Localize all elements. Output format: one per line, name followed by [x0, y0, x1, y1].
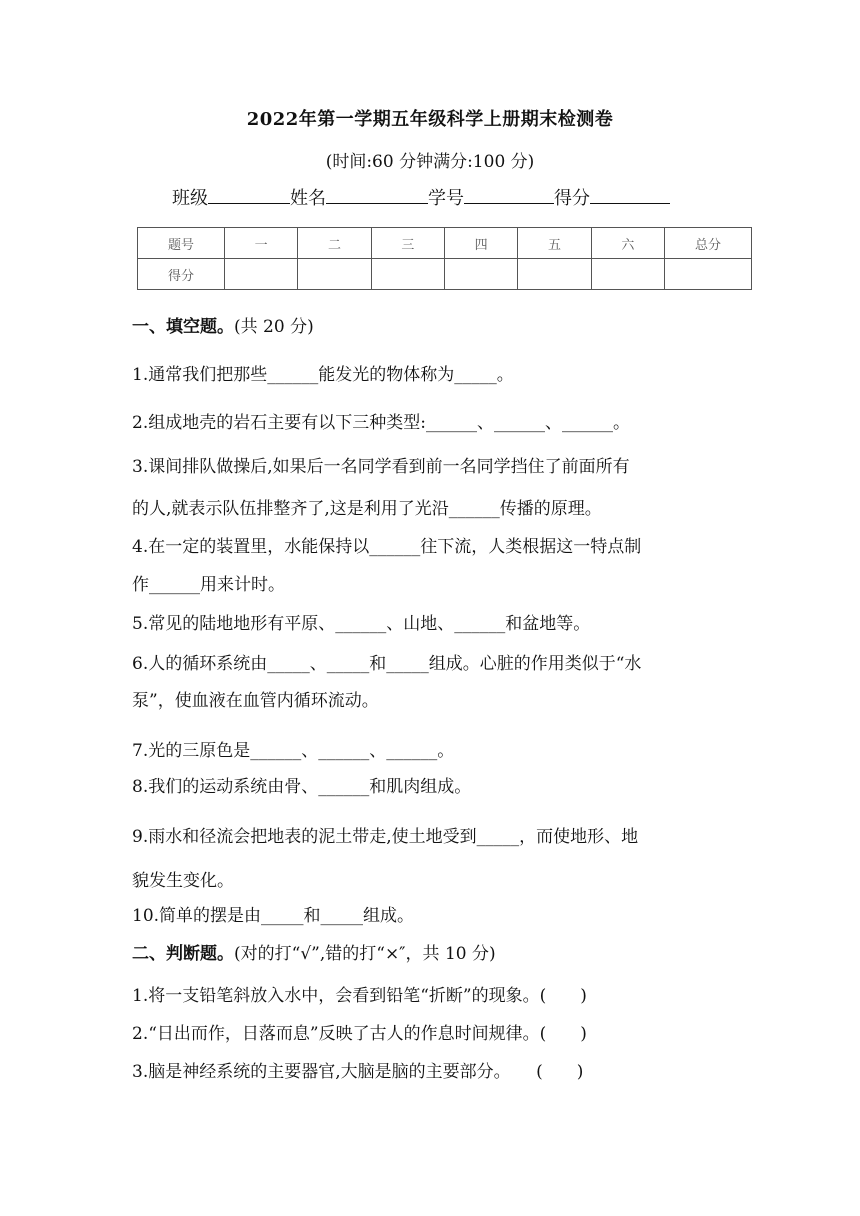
score-table-header-row [138, 228, 752, 259]
name-blank [326, 185, 428, 204]
score-table-header-cell: 题号 [138, 228, 225, 259]
question-line: 5.常见的陆地地形有平原、______、山地、______和盆地等。 [132, 614, 591, 634]
question-line: 10.简单的摆是由_____和_____组成。 [132, 906, 415, 926]
score-label: 得分 [554, 188, 590, 209]
question-line: 3.课间排队做操后,如果后一名同学看到前一名同学挡住了前面所有 [132, 457, 630, 477]
section2-title: 二、判断题。 [132, 944, 234, 964]
score-table-header-cell: 五 [518, 228, 591, 259]
question-line: 7.光的三原色是______、______、______。 [132, 741, 455, 761]
score-blank [590, 185, 670, 204]
score-cell[interactable] [518, 259, 591, 290]
score-table-row-label: 得分 [138, 259, 225, 290]
question-line: 6.人的循环系统由_____、_____和_____组成。心脏的作用类似于“水 [132, 654, 642, 674]
question-line: 8.我们的运动系统由骨、______和肌肉组成。 [132, 777, 472, 797]
score-table-header-cell: 总分 [665, 228, 752, 259]
score-cell[interactable] [665, 259, 752, 290]
question-line: 2.组成地壳的岩石主要有以下三种类型:______、______、______。 [132, 413, 630, 433]
student-info-row [172, 184, 670, 210]
class-label: 班级 [172, 188, 208, 209]
score-table-header-cell: 六 [591, 228, 664, 259]
section1-note: (共 20 分) [234, 317, 314, 337]
class-blank [208, 185, 290, 204]
score-cell[interactable] [298, 259, 371, 290]
score-cell[interactable] [225, 259, 298, 290]
score-cell[interactable] [444, 259, 517, 290]
score-table-header-cell: 三 [371, 228, 444, 259]
score-cell[interactable] [591, 259, 664, 290]
question-line: 9.雨水和径流会把地表的泥土带走,使土地受到_____，而使地形、地 [132, 827, 639, 847]
section1-title: 一、填空题。 [132, 317, 234, 337]
score-table [137, 227, 752, 290]
name-label: 姓名 [290, 188, 326, 209]
judge-line: 1.将一支铅笔斜放入水中，会看到铅笔“折断”的现象。( ) [132, 986, 587, 1006]
section1-heading [132, 312, 314, 337]
score-table-header-cell: 一 [225, 228, 298, 259]
score-table-header-cell: 二 [298, 228, 371, 259]
question-line: 作______用来计时。 [132, 575, 285, 595]
section2-heading [132, 939, 496, 964]
student-id-label: 学号 [428, 188, 464, 209]
judge-line: 3.脑是神经系统的主要器官,大脑是脑的主要部分。 ( ) [132, 1062, 584, 1082]
exam-subtitle: (时间:60 分钟满分:100 分) [325, 152, 535, 172]
question-line: 的人,就表示队伍排整齐了,这是利用了光沿______传播的原理。 [132, 499, 602, 519]
question-line: 泵”，使血液在血管内循环流动。 [132, 691, 379, 711]
score-table-score-row [138, 259, 752, 290]
exam-title: 2022年第一学期五年级科学上册期末检测卷 [246, 109, 614, 130]
question-line: 1.通常我们把那些______能发光的物体称为_____。 [132, 365, 514, 385]
question-line: 貌发生变化。 [132, 871, 234, 891]
section2-note: (对的打“√”,错的打“×″，共 10 分) [234, 944, 496, 964]
student-id-blank [464, 185, 554, 204]
score-table-header-cell: 四 [444, 228, 517, 259]
score-cell[interactable] [371, 259, 444, 290]
judge-line: 2.“日出而作，日落而息”反映了古人的作息时间规律。( ) [132, 1024, 587, 1044]
question-line: 4.在一定的装置里，水能保持以______往下流，人类根据这一特点制 [132, 537, 642, 557]
